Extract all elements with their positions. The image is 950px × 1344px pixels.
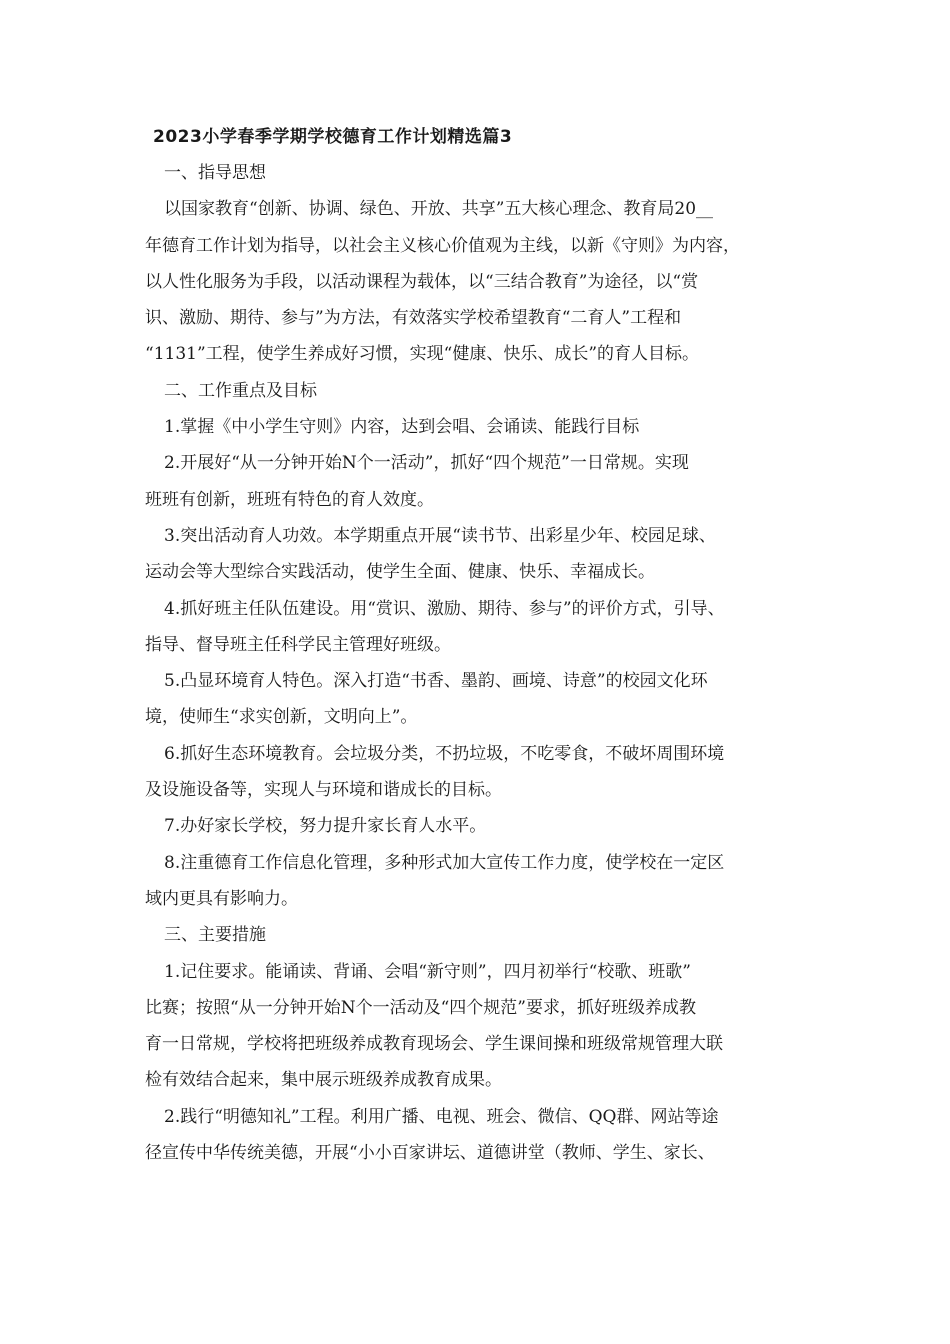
document-text: [145, 155, 810, 1171]
paragraph-line: 比赛；按照“从一分钟开始N个一活动及“四个规范”要求，抓好班级养成教: [145, 997, 696, 1018]
section-heading: 三、主要措施: [164, 925, 266, 946]
paragraph-line: 5.凸显环境育人特色。深入打造“书香、墨韵、画境、诗意”的校园文化环: [164, 671, 708, 692]
section-heading: 一、指导思想: [164, 163, 266, 183]
paragraph-line: 境，使师生“求实创新，文明向上”。: [145, 707, 418, 728]
paragraph-line: 检有效结合起来，集中展示班级养成教育成果。: [145, 1070, 502, 1091]
paragraph-line: 4.抓好班主任队伍建设。用“赏识、激励、期待、参与”的评价方式，引导、: [164, 598, 725, 619]
paragraph-line: 以国家教育“创新、协调、绿色、开放、共享”五大核心理念、教育局20__: [164, 199, 714, 220]
paragraph-line: 及设施设备等，实现人与环境和谐成长的目标。: [145, 780, 502, 801]
paragraph-line: 域内更具有影响力。: [145, 888, 298, 909]
paragraph-line: 8.注重德育工作信息化管理，多种形式加大宣传工作力度，使学校在一定区: [164, 852, 725, 873]
paragraph-line: 径宣传中华传统美德，开展“小小百家讲坛、道德讲堂（教师、学生、家长、: [145, 1143, 715, 1164]
paragraph-line: 育一日常规，学校将把班级养成教育现场会、学生课间操和班级常规管理大联: [145, 1034, 723, 1055]
document-title: 2023小学春季学期学校德育工作计划精选篇3: [153, 127, 513, 147]
paragraph-line: 3.突出活动育人功效。本学期重点开展“读书节、出彩星少年、校园足球、: [164, 525, 716, 546]
paragraph-line: “1131”工程，使学生养成好习惯，实现“健康、快乐、成长”的育人目标。: [145, 344, 700, 365]
document-body: [145, 119, 810, 1171]
paragraph-line: 7.办好家长学校，努力提升家长育人水平。: [164, 816, 487, 837]
paragraph-line: 年德育工作计划为指导，以社会主义核心价值观为主线，以新《守则》为内容，: [145, 235, 740, 256]
paragraph-line: 2.践行“明德知礼”工程。利用广播、电视、班会、微信、QQ群、网站等途: [164, 1106, 719, 1127]
paragraph-line: 运动会等大型综合实践活动，使学生全面、健康、快乐、幸福成长。: [145, 562, 655, 583]
paragraph-line: 以人性化服务为手段，以活动课程为载体，以“三结合教育”为途径，以“赏: [145, 271, 699, 292]
paragraph-line: 班班有创新，班班有特色的育人效度。: [145, 489, 434, 510]
paragraph-line: 识、激励、期待、参与”为方法，有效落实学校希望教育“二育人”工程和: [145, 308, 682, 329]
paragraph-line: 1.掌握《中小学生守则》内容，达到会唱、会诵读、能践行目标: [164, 417, 640, 438]
paragraph-line: 指导、督导班主任科学民主管理好班级。: [145, 634, 451, 655]
paragraph-line: 1.记住要求。能诵读、背诵、会唱“新守则”，四月初举行“校歌、班歌”: [164, 961, 691, 982]
paragraph-line: 6.抓好生态环境教育。会垃圾分类，不扔垃圾，不吃零食，不破坏周围环境: [164, 743, 725, 764]
paragraph-line: 2.开展好“从一分钟开始N个一活动”，抓好“四个规范”一日常规。实现: [164, 453, 689, 474]
section-heading: 二、工作重点及目标: [164, 380, 317, 401]
